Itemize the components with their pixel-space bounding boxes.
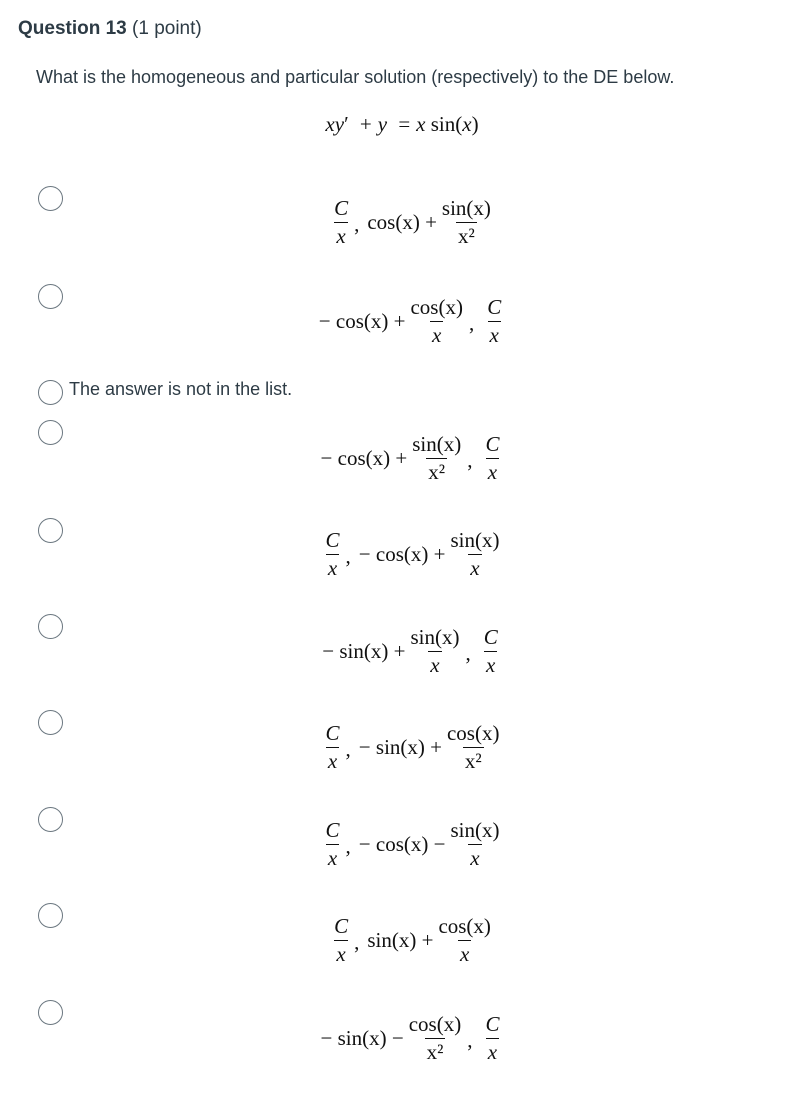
option-a-math: $\frac{C}{x}$ , cos(x) + $\frac{\sin(x)}{\text{x²}}$	[334, 196, 491, 248]
option-f-radio[interactable]	[38, 614, 63, 639]
option-h-radio[interactable]	[38, 807, 63, 832]
option-j-math: − sin(x) − $\frac{\cos(x)}{\text{x²}}$ , $\frac{C}{x}$	[320, 1012, 500, 1064]
option-i-radio[interactable]	[38, 903, 63, 928]
option-b-radio[interactable]	[38, 284, 63, 309]
option-c-label[interactable]: The answer is not in the list.	[69, 379, 293, 399]
question-header	[18, 18, 202, 40]
option-a-radio[interactable]	[38, 186, 63, 211]
option-e-radio[interactable]	[38, 518, 63, 543]
differential-equation: xy′ + y = x sin(x)	[325, 112, 479, 136]
option-e-math: $\frac{C}{x}$ , − cos(x) + $\frac{\sin(x)}{x}$	[325, 528, 500, 580]
option-d-math: − cos(x) + $\frac{\sin(x)}{\text{x²}}$ , $\frac{C}{x}$	[320, 432, 500, 484]
option-c-radio[interactable]	[38, 380, 63, 405]
option-f-math: − sin(x) + $\frac{\sin(x)}{x}$ , $\frac{C}{x}$	[322, 625, 498, 677]
option-h-math: $\frac{C}{x}$ , − cos(x) − $\frac{\sin(x)}{x}$	[325, 818, 500, 870]
question-points: (1 point)	[132, 18, 202, 39]
option-d-radio[interactable]	[38, 420, 63, 445]
option-g-math: $\frac{C}{x}$ , − sin(x) + $\frac{\cos(x)}{\text{x²}}$	[325, 721, 500, 773]
option-i-math: $\frac{C}{x}$ , sin(x) + $\frac{\cos(x)}{x}$	[334, 914, 491, 966]
option-b-math: − cos(x) + $\frac{\cos(x)}{x}$ , $\frac{C}{x}$	[318, 295, 502, 347]
question-text: What is the homogeneous and particular solution (respectively) to the DE below.	[36, 67, 675, 87]
question-title: Question 13	[18, 18, 127, 39]
option-g-radio[interactable]	[38, 710, 63, 735]
option-j-radio[interactable]	[38, 1000, 63, 1025]
